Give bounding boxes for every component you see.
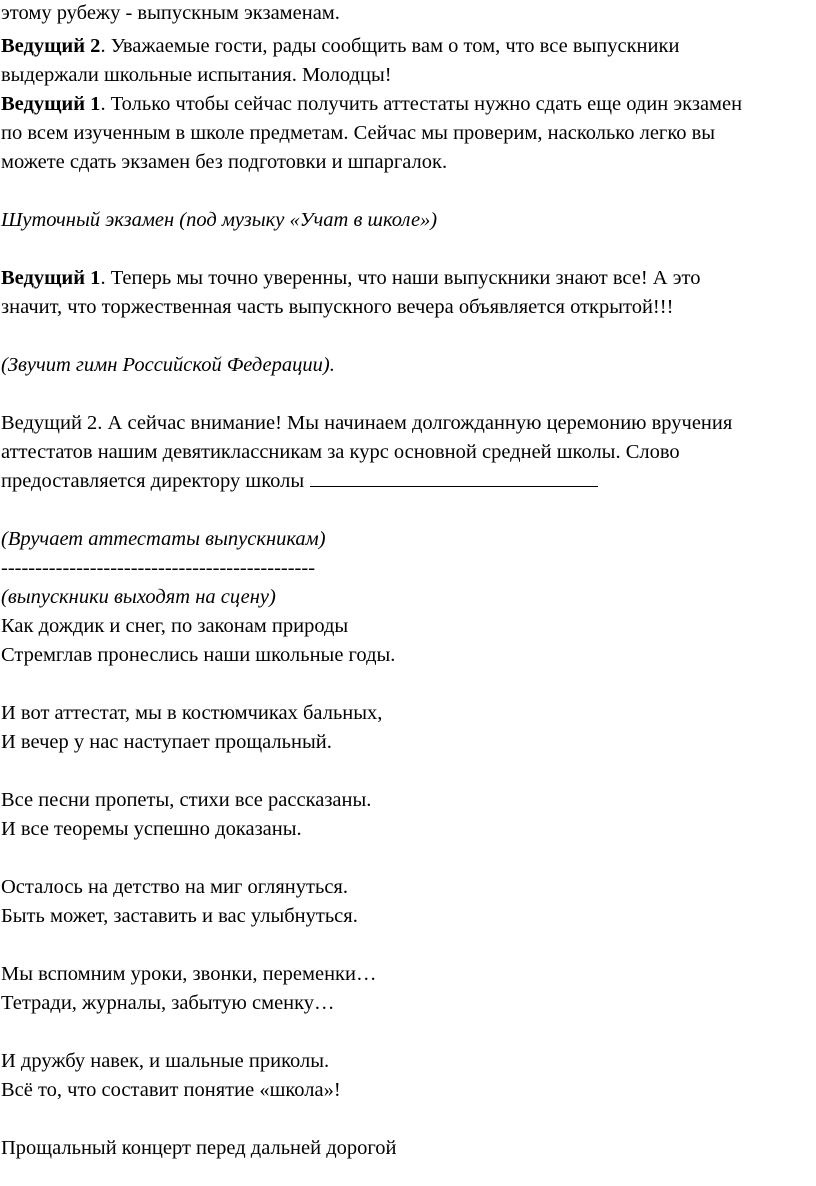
poem-line: Всё то, что составит понятие «школа»! — [1, 1079, 341, 1101]
line-text: . Теперь мы точно уверенны, что наши выпускники знают все! А это — [100, 267, 701, 289]
text-line — [1, 265, 700, 291]
poem-line: Прощальный концерт перед дальней дорогой — [1, 1137, 397, 1159]
text-line: по всем изученным в школе предметам. Сейчас мы проверим, насколько легко вы — [1, 122, 716, 144]
text-line: Ведущий 2. А сейчас внимание! Мы начинаем долгожданную церемонию вручения — [1, 412, 733, 434]
poem-line: И все теоремы успешно доказаны. — [1, 818, 302, 840]
stage-direction: (Вручает аттестаты выпускникам) — [1, 528, 326, 550]
text-line: этому рубежу - выпускным экзаменам. — [1, 2, 340, 24]
poem-line: И дружбу навек, и шальные приколы. — [1, 1050, 330, 1072]
text-line: значит, что торжественная часть выпускного вечера объявляется открытой!!! — [1, 296, 674, 318]
line-text: предоставляется директору школы — [1, 470, 305, 492]
speaker-label: Ведущий 1 — [1, 93, 101, 115]
poem-line: Как дождик и снег, по законам природы — [1, 615, 349, 637]
poem-line: Осталось на детство на миг оглянуться. — [1, 876, 348, 898]
poem-line: Мы вспомним уроки, звонки, переменки… — [1, 963, 377, 985]
text-line: выдержали школьные испытания. Молодцы! — [1, 64, 392, 86]
speaker-label: Ведущий 1 — [1, 267, 101, 289]
text-line — [1, 33, 679, 59]
poem-line: Тетради, журналы, забытую сменку… — [1, 992, 335, 1014]
poem-line: И вечер у нас наступает прощальный. — [1, 731, 332, 753]
text-line — [1, 468, 598, 494]
speaker-label: Ведущий 2 — [1, 35, 101, 57]
line-text: . Уважаемые гости, рады сообщить вам о том, что все выпускники — [100, 35, 680, 57]
dashed-separator: ---------------------------------------------- — [1, 557, 316, 579]
stage-direction: (Звучит гимн Российской Федерации). — [1, 354, 335, 376]
poem-line: И вот аттестат, мы в костюмчиках бальных, — [1, 702, 383, 724]
blank-underline — [310, 468, 598, 487]
poem-line: Быть может, заставить и вас улыбнуться. — [1, 905, 358, 927]
stage-direction: (выпускники выходят на сцену) — [1, 586, 276, 608]
text-line: аттестатов нашим девятиклассникам за курс основной средней школы. Слово — [1, 441, 680, 463]
line-text: . Только чтобы сейчас получить аттестаты нужно сдать еще один экзамен — [100, 93, 743, 115]
text-line — [1, 91, 742, 117]
poem-line: Стремглав пронеслись наши школьные годы. — [1, 644, 396, 666]
stage-direction: Шуточный экзамен (под музыку «Учат в школе») — [1, 209, 438, 231]
poem-line: Все песни пропеты, стихи все рассказаны. — [1, 789, 372, 811]
text-line: можете сдать экзамен без подготовки и шпаргалок. — [1, 151, 448, 173]
